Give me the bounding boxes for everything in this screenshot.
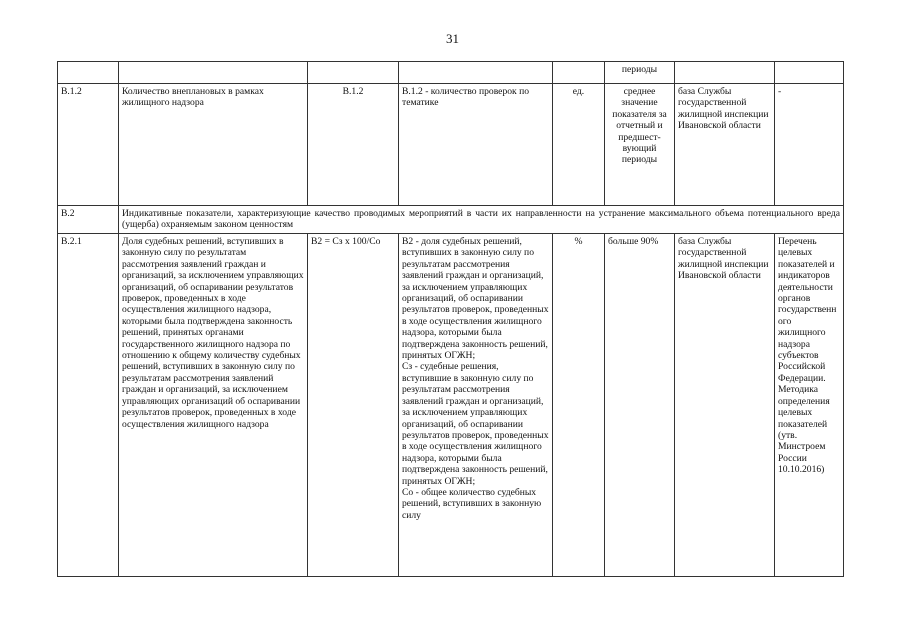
code-cell: В.2.1 [58, 234, 119, 577]
target-cell: среднее значение показателя за отчетный и предшест-вующий периоды [605, 84, 675, 206]
code-cell: В.2 [58, 206, 119, 234]
table-row-continuation [58, 62, 844, 84]
table-cell [58, 62, 119, 84]
target-cell: периоды [605, 62, 675, 84]
source-cell: база Службы государственной жилищной инспекции Ивановской области [675, 84, 775, 206]
page-number: 31 [446, 31, 459, 46]
formula-cell: В2 = Сз х 100/Со [308, 234, 399, 577]
table-cell [775, 62, 844, 84]
table-row-b21 [58, 234, 844, 577]
table-row-b12 [58, 84, 844, 206]
table-cell [399, 62, 553, 84]
description-cell: В2 - доля судебных решений, вступивших в законную силу по результатам рассмотрения заявлений граждан и организаций, за исключением управляющих организаций, об оспаривании результатов проверок, проведенных в ходе осуществления жилищного надзора, которыми была подтверждена законность решений, принятых ОГЖН; Сз - судебные решения, вступившие в законную силу по результатам рассмотрения заявлений граждан и организаций, за исключением управляющих организаций, об оспаривании результатов проверок, проведенных в ходе осуществления жилищного надзора, которыми была подтверждена законность решений, принятых ОГЖН; Со - общее количество судебных решений, вступивших в законную силу [399, 234, 553, 577]
table-row-b2 [58, 206, 844, 234]
unit-cell: % [553, 234, 605, 577]
target-cell: больше 90% [605, 234, 675, 577]
indicators-table [57, 61, 844, 577]
table-cell [553, 62, 605, 84]
note-cell: - [775, 84, 844, 206]
table-cell [308, 62, 399, 84]
name-cell: Количество внеплановых в рамках жилищного надзора [119, 84, 308, 206]
section-heading-cell: Индикативные показатели, характеризующие качество проводимых мероприятий в части их направленности на устранение максимального объема потенциального вреда (ущерба) охраняемым законом ценностям [119, 206, 844, 234]
formula-cell: В.1.2 [308, 84, 399, 206]
unit-cell: ед. [553, 84, 605, 206]
description-cell: В.1.2 - количество проверок по тематике [399, 84, 553, 206]
name-cell: Доля судебных решений, вступивших в законную силу по результатам рассмотрения заявлений граждан и организаций, за исключением управляющих организаций, об оспаривании результатов проверок, проведенных в ходе осуществления жилищного надзора, которыми была подтверждена законность решений, принятых органами государственного жилищного надзора по отношению к общему количеству судебных решений, вступивших в законную силу по результатам рассмотрения заявлений граждан и организаций, за исключением управляющих организаций об оспаривании результатов проверок, проведенных в ходе осуществления жилищного надзора [119, 234, 308, 577]
note-cell: Перечень целевых показателей и индикаторов деятельности органов государственного жилищного надзора субъектов Российской Федерации. Методика определения целевых показателей (утв. Минстроем России 10.10.2016) [775, 234, 844, 577]
table-cell [675, 62, 775, 84]
table-cell [119, 62, 308, 84]
code-cell: В.1.2 [58, 84, 119, 206]
source-cell: база Службы государственной жилищной инспекции Ивановской области [675, 234, 775, 577]
